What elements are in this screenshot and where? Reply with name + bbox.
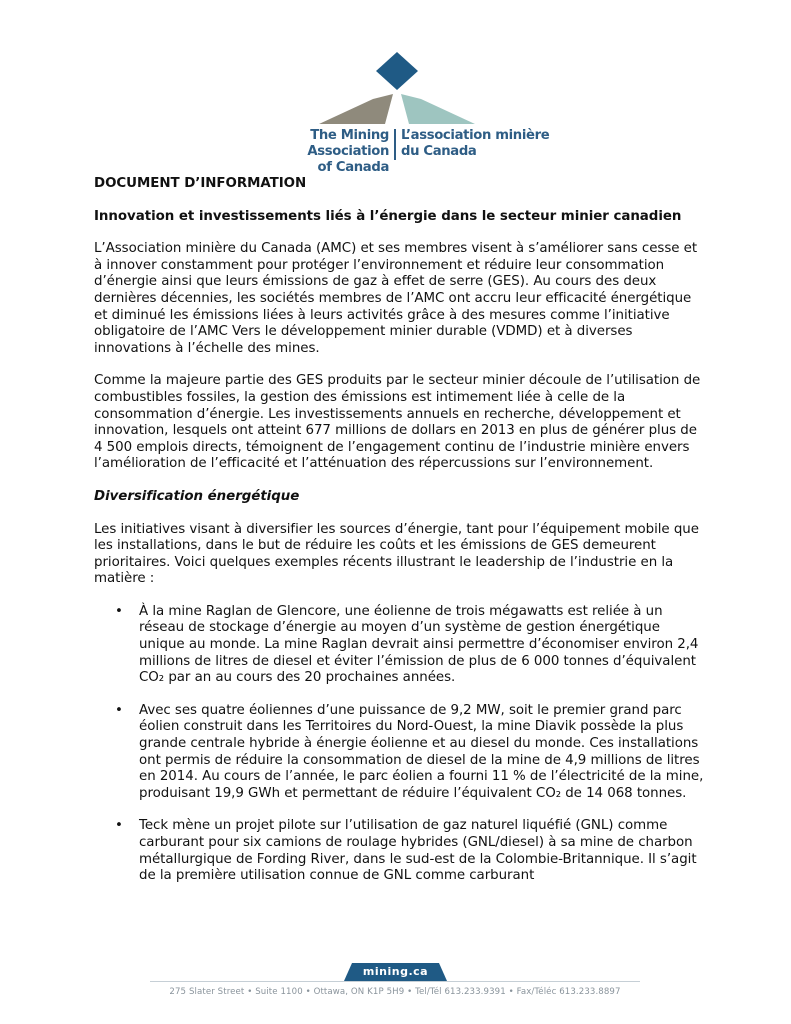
bullet-icon: • xyxy=(115,702,123,718)
bullet-icon: • xyxy=(115,603,123,619)
paragraph: Comme la majeure partie des GES produits par le secteur minier découle de l’utilisation de combustibles fossiles, la gestion des émissions est intimement liée à celle de la consommation d’énergie. Les investissements annuels en recherche, développement et innovation, lesquels ont atteint 677 millions de dollars en 2013 en plus de générer plus de 4 500 emplois directs, témoignent de l’engagement continu de l’industrie minière envers l’amélioration de l’efficacité et l’atténuation des répercussions sur l’environnement. xyxy=(94,373,701,472)
footer-address: 275 Slater Street • Suite 1100 • Ottawa, ON K1P 5H9 • Tel/Tél 613.233.9391 • Fax/Téléc 613.233.8897 xyxy=(169,987,621,997)
association-name-french xyxy=(401,128,561,160)
association-name-french-line2: du Canada xyxy=(401,144,477,159)
list-item-text: À la mine Raglan de Glencore, une éolienne de trois mégawatts est reliée à un réseau de stockage d’énergie au moyen d’un système de gestion énergétique unique au monde. La mine Raglan devrait ainsi permettre d’économiser environ 2,4 millions de litres de diesel et éviter l’émission de plus de 6 000 tonnes d’équivalent CO₂ par an au cours des 20 prochaines années. xyxy=(139,603,699,686)
list-item-text: Teck mène un projet pilote sur l’utilisation de gaz naturel liquéfié (GNL) comme carburant pour six camions de roulage hybrides (GNL/diesel) à sa mine de charbon métallurgique de Fording River, dans le sud-est de la Colombie-Britannique. Il s’agit de la première utilisation connue de GNL comme carburant xyxy=(139,818,697,884)
association-name-english-line1: The Mining Association xyxy=(307,128,389,159)
association-name-english xyxy=(241,128,389,176)
bullet-list xyxy=(94,604,704,885)
website-label[interactable]: mining.ca xyxy=(362,965,429,978)
footer-divider xyxy=(150,981,640,982)
list-item xyxy=(94,703,704,803)
document-body xyxy=(94,176,704,901)
logo-divider xyxy=(394,129,396,160)
logo-diamond xyxy=(376,52,418,90)
list-item-text: Avec ses quatre éoliennes d’une puissance de 9,2 MW, soit le premier grand parc éolien construit dans les Territoires du Nord-Ouest, la mine Diavik possède la plus grande centrale hybride à énergie éolienne et au diesel du monde. Ces installations ont permis de réduire la consommation de diesel de la mine de 4,9 millions de litres en 2014. Au cours de l’année, le parc éolien a fourni 11 % de l’électricité de la mine, produisant 19,9 GWh et permettant de réduire l’équivalent CO₂ de 14 068 tonnes. xyxy=(139,702,704,801)
list-item xyxy=(94,818,704,884)
section-intro: Les initiatives visant à diversifier les sources d’énergie, tant pour l’équipement mobile que les installations, dans le but de réduire les coûts et les émissions de GES demeurent prioritaires. Voici quelques exemples récents illustrant le leadership de l’industrie en la matière : xyxy=(94,521,699,587)
website-link[interactable] xyxy=(344,963,447,981)
paragraph: L’Association minière du Canada (AMC) et ses membres visent à s’améliorer sans cesse et à innover constamment pour protéger l’environnement et réduire leur consommation d’énergie ainsi que leurs émissions de gaz à effet de serre (GES). Au cours des deux dernières décennies, les sociétés membres de l’AMC ont accru leur efficacité énergétique et diminué les émissions liées à leurs activités grâce à des mesures comme l’initiative obligatoire de l’AMC Vers le développement minier durable (VDMD) et à diverses innovations à l’échelle des mines. xyxy=(94,241,698,356)
mining-association-logo xyxy=(311,52,483,124)
list-item xyxy=(94,604,704,687)
section-heading: Diversification énergétique xyxy=(94,488,300,504)
bullet-icon: • xyxy=(115,818,123,834)
document-title: Innovation et investissements liés à l’énergie dans le secteur minier canadien xyxy=(94,208,682,224)
letterhead xyxy=(241,52,553,175)
document-type-label: DOCUMENT D’INFORMATION xyxy=(94,176,307,191)
association-name-french-line1: L’association minière xyxy=(401,128,550,143)
association-name-english-line2: of Canada xyxy=(317,160,389,175)
logo-left-wing xyxy=(319,94,393,124)
logo-right-wing xyxy=(401,94,475,124)
